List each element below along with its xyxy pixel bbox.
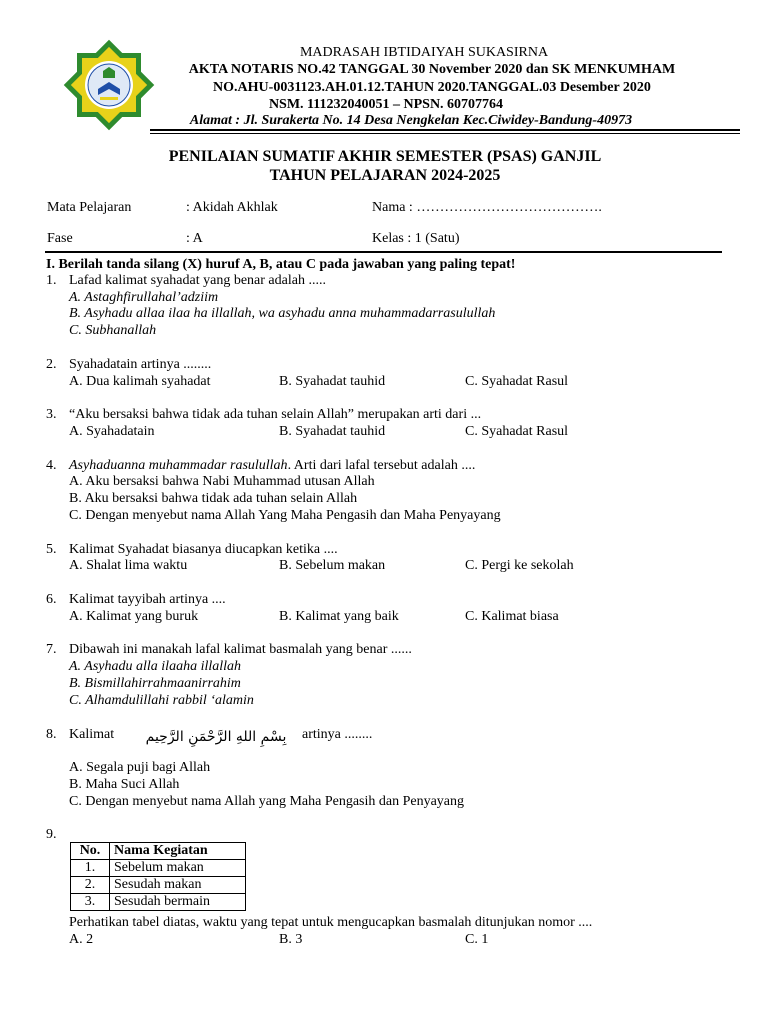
q5-number: 5.: [46, 542, 57, 557]
q8-option-a: A. Segala puji bagi Allah: [69, 760, 211, 775]
q9-option-c: C. 1: [465, 932, 489, 947]
phase-label: Fase: [47, 231, 73, 246]
q4-option-a: A. Aku bersaksi bahwa Nabi Muhammad utusan Allah: [69, 474, 375, 489]
table-row: [71, 894, 246, 911]
q8-arabic-basmalah: بِسْمِ اللهِ الرَّحْمَنِ الرَّحِيم: [145, 729, 287, 745]
q4-option-b: B. Aku bersaksi bahwa tidak ada tuhan selain Allah: [69, 491, 358, 506]
q8-number: 8.: [46, 727, 57, 742]
table-header-no: No.: [71, 843, 110, 860]
q4-text-italic: Asyhaduanna muhammadar rasulullah: [69, 458, 288, 473]
academic-year: TAHUN PELAJARAN 2024-2025: [269, 167, 501, 184]
q6-option-b: B. Kalimat yang baik: [279, 609, 399, 624]
q1-option-b: B. Asyhadu allaa ilaa ha illallah, wa asyhadu anna muhammadarrasulullah: [69, 306, 496, 321]
table-row: [71, 877, 246, 894]
table-header-activity: Nama Kegiatan: [110, 843, 246, 860]
q6-option-c: C. Kalimat biasa: [465, 609, 559, 624]
q4-text-rest: . Arti dari lafal tersebut adalah ....: [287, 458, 476, 473]
school-logo: [62, 38, 156, 132]
phase-value: : A: [186, 231, 203, 246]
header-rule-thin: [150, 133, 740, 134]
q2-option-b: B. Syahadat tauhid: [279, 374, 386, 389]
q9-activity-table: [70, 842, 246, 911]
q3-number: 3.: [46, 407, 57, 422]
student-name-field: Nama : ………………………………….: [372, 200, 602, 215]
q9-option-b: B. 3: [279, 932, 303, 947]
table-cell-no: 1.: [71, 860, 110, 877]
q5-option-a: A. Shalat lima waktu: [69, 558, 188, 573]
q1-option-c: C. Subhanallah: [69, 323, 157, 338]
q5-option-c: C. Pergi ke sekolah: [465, 558, 574, 573]
subject-value: : Akidah Akhlak: [186, 200, 278, 215]
q1-number: 1.: [46, 273, 57, 288]
q7-number: 7.: [46, 642, 57, 657]
ahu-number: NO.AHU-0031123.AH.01.12.TAHUN 2020.TANGGAL.03 Desember 2020: [213, 80, 651, 95]
nsm-npsn: NSM. 111232040051 – NPSN. 60707764: [268, 97, 504, 112]
q6-option-a: A. Kalimat yang buruk: [69, 609, 199, 624]
q9-text: Perhatikan tabel diatas, waktu yang tepat untuk mengucapkan basmalah ditunjukan nomor ....: [69, 915, 593, 930]
table-cell-activity: Sesudah bermain: [110, 894, 246, 911]
q2-text: Syahadatain artinya ........: [69, 357, 212, 372]
table-cell-no: 3.: [71, 894, 110, 911]
q4-number: 4.: [46, 458, 57, 473]
table-cell-activity: Sebelum makan: [110, 860, 246, 877]
q5-text: Kalimat Syahadat biasanya diucapkan ketika ....: [69, 542, 338, 557]
table-cell-no: 2.: [71, 877, 110, 894]
q6-text: Kalimat tayyibah artinya ....: [69, 592, 226, 607]
table-cell-activity: Sesudah makan: [110, 877, 246, 894]
q3-text: “Aku bersaksi bahwa tidak ada tuhan selain Allah” merupakan arti dari ...: [69, 407, 482, 422]
table-row: [71, 860, 246, 877]
q5-option-b: B. Sebelum makan: [279, 558, 386, 573]
q9-number: 9.: [46, 827, 57, 842]
q7-text: Dibawah ini manakah lafal kalimat basmalah yang benar ......: [69, 642, 412, 657]
q1-option-a: A. Astaghfirullahal’adziim: [69, 290, 219, 305]
header-rule-thick: [150, 129, 740, 131]
q3-option-c: C. Syahadat Rasul: [465, 424, 569, 439]
q2-option-c: C. Syahadat Rasul: [465, 374, 569, 389]
q6-number: 6.: [46, 592, 57, 607]
q3-option-a: A. Syahadatain: [69, 424, 155, 439]
q2-option-a: A. Dua kalimah syahadat: [69, 374, 211, 389]
q2-number: 2.: [46, 357, 57, 372]
school-address: Alamat : Jl. Surakerta No. 14 Desa Nengkelan Kec.Ciwidey-Bandung-40973: [189, 113, 633, 128]
q8-option-c: C. Dengan menyebut nama Allah yang Maha Pengasih dan Penyayang: [69, 794, 465, 809]
q3-option-b: B. Syahadat tauhid: [279, 424, 386, 439]
q4-text: [69, 457, 475, 474]
q8-option-b: B. Maha Suci Allah: [69, 777, 180, 792]
q1-text: Lafad kalimat syahadat yang benar adalah .....: [69, 273, 326, 288]
q7-option-c: C. Alhamdulillahi rabbil ‘alamin: [69, 693, 254, 708]
notary-deed: AKTA NOTARIS NO.42 TANGGAL 30 November 2020 dan SK MENKUMHAM: [188, 62, 676, 77]
school-name: MADRASAH IBTIDAIYAH SUKASIRNA: [299, 45, 549, 60]
table-header-row: [71, 843, 246, 860]
q8-text-after: artinya ........: [302, 727, 373, 742]
q7-option-b: B. Bismillahirrahmaanirrahim: [69, 676, 241, 691]
class-label: Kelas : 1 (Satu): [372, 231, 460, 246]
subject-label: Mata Pelajaran: [47, 200, 132, 215]
exam-title: PENILAIAN SUMATIF AKHIR SEMESTER (PSAS) GANJIL: [168, 148, 602, 165]
identity-rule: [45, 251, 722, 253]
instruction: I. Berilah tanda silang (X) huruf A, B, atau C pada jawaban yang paling tepat!: [46, 257, 516, 272]
q7-option-a: A. Asyhadu alla ilaaha illallah: [69, 659, 242, 674]
q9-option-a: A. 2: [69, 932, 94, 947]
q8-text-before: Kalimat: [69, 727, 115, 742]
q4-option-c: C. Dengan menyebut nama Allah Yang Maha Pengasih dan Maha Penyayang: [69, 508, 501, 523]
